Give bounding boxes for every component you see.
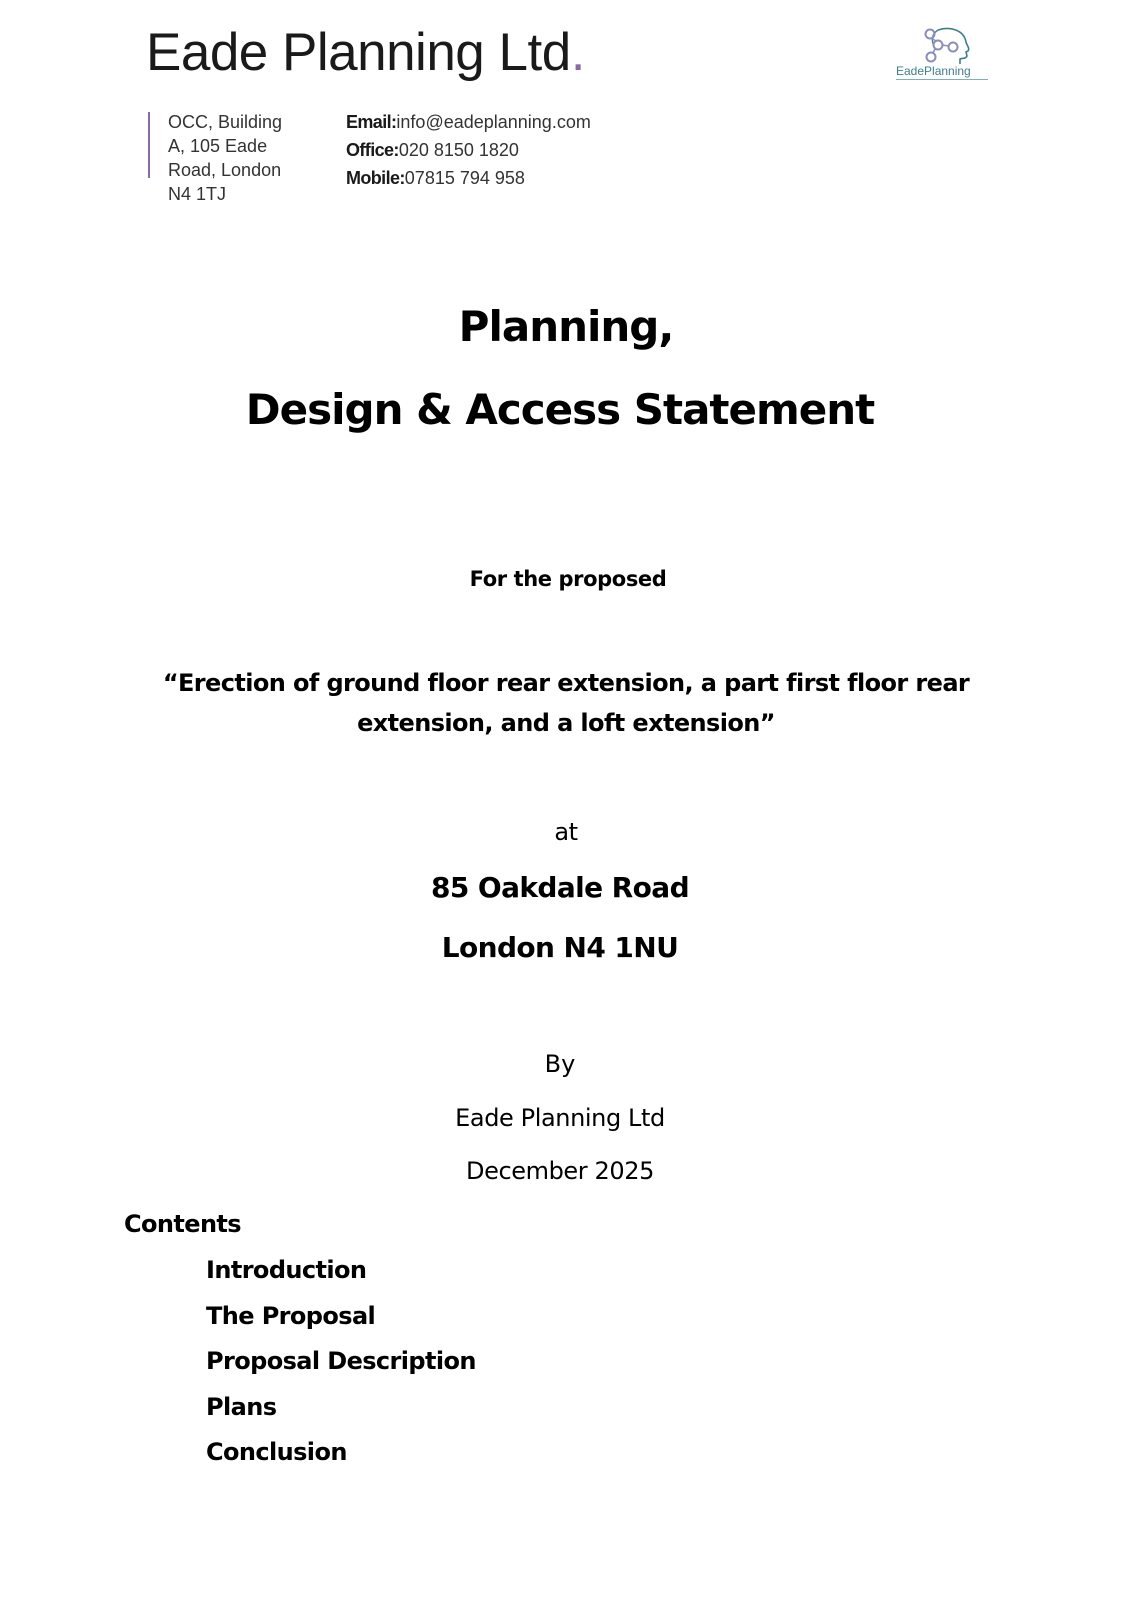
site-address-line1: 85 Oakdale Road bbox=[430, 871, 690, 904]
document-date: December 2025 bbox=[466, 1157, 654, 1185]
contact-label: Office: bbox=[346, 140, 399, 160]
contents-item-proposal-description: Proposal Description bbox=[206, 1347, 476, 1375]
by-label: By bbox=[544, 1050, 576, 1078]
document-title-line2: Design & Access Statement bbox=[245, 385, 875, 434]
contents-item-the-proposal: The Proposal bbox=[206, 1301, 376, 1330]
company-address bbox=[168, 110, 282, 206]
contact-value: 07815 794 958 bbox=[404, 168, 525, 188]
contact-label: Mobile: bbox=[346, 168, 405, 188]
proposal-description bbox=[12, 663, 1120, 743]
address-line: Road, London bbox=[168, 160, 282, 180]
contact-value: 020 8150 1820 bbox=[398, 140, 519, 160]
contents-list bbox=[206, 1255, 476, 1483]
email-link[interactable]: info@eadeplanning.com bbox=[396, 112, 591, 132]
head-network-icon bbox=[898, 26, 990, 66]
at-label: at bbox=[554, 818, 578, 846]
document-title-line1: Planning, bbox=[458, 302, 674, 351]
author: Eade Planning Ltd bbox=[455, 1104, 665, 1132]
address-accent-bar bbox=[148, 112, 150, 178]
proposal-line: “Erection of ground floor rear extension, a part first floor rear bbox=[162, 669, 970, 697]
company-name bbox=[146, 22, 585, 83]
company-dot: . bbox=[570, 23, 585, 82]
address-line: OCC, Building bbox=[168, 112, 283, 132]
company-name-text: Eade Planning Ltd bbox=[146, 23, 571, 82]
subtitle: For the proposed bbox=[469, 567, 667, 591]
contents-item-introduction: Introduction bbox=[206, 1256, 367, 1284]
contents-item-plans: Plans bbox=[206, 1392, 277, 1421]
company-logo bbox=[898, 26, 998, 82]
contents-heading: Contents bbox=[124, 1210, 241, 1238]
site-address-line2: London N4 1NU bbox=[441, 931, 679, 964]
address-line: A, 105 Eade bbox=[168, 136, 268, 156]
contact-office bbox=[346, 136, 591, 164]
contact-label: Email: bbox=[346, 112, 397, 132]
contents-item-conclusion: Conclusion bbox=[206, 1438, 347, 1466]
logo-text: EadePlanning bbox=[896, 64, 971, 78]
contact-mobile bbox=[346, 164, 591, 192]
address-line: N4 1TJ bbox=[168, 184, 227, 204]
proposal-line: extension, and a loft extension” bbox=[357, 709, 775, 737]
contact-email bbox=[346, 108, 591, 136]
company-contacts bbox=[346, 108, 591, 192]
logo-underline bbox=[896, 79, 988, 80]
